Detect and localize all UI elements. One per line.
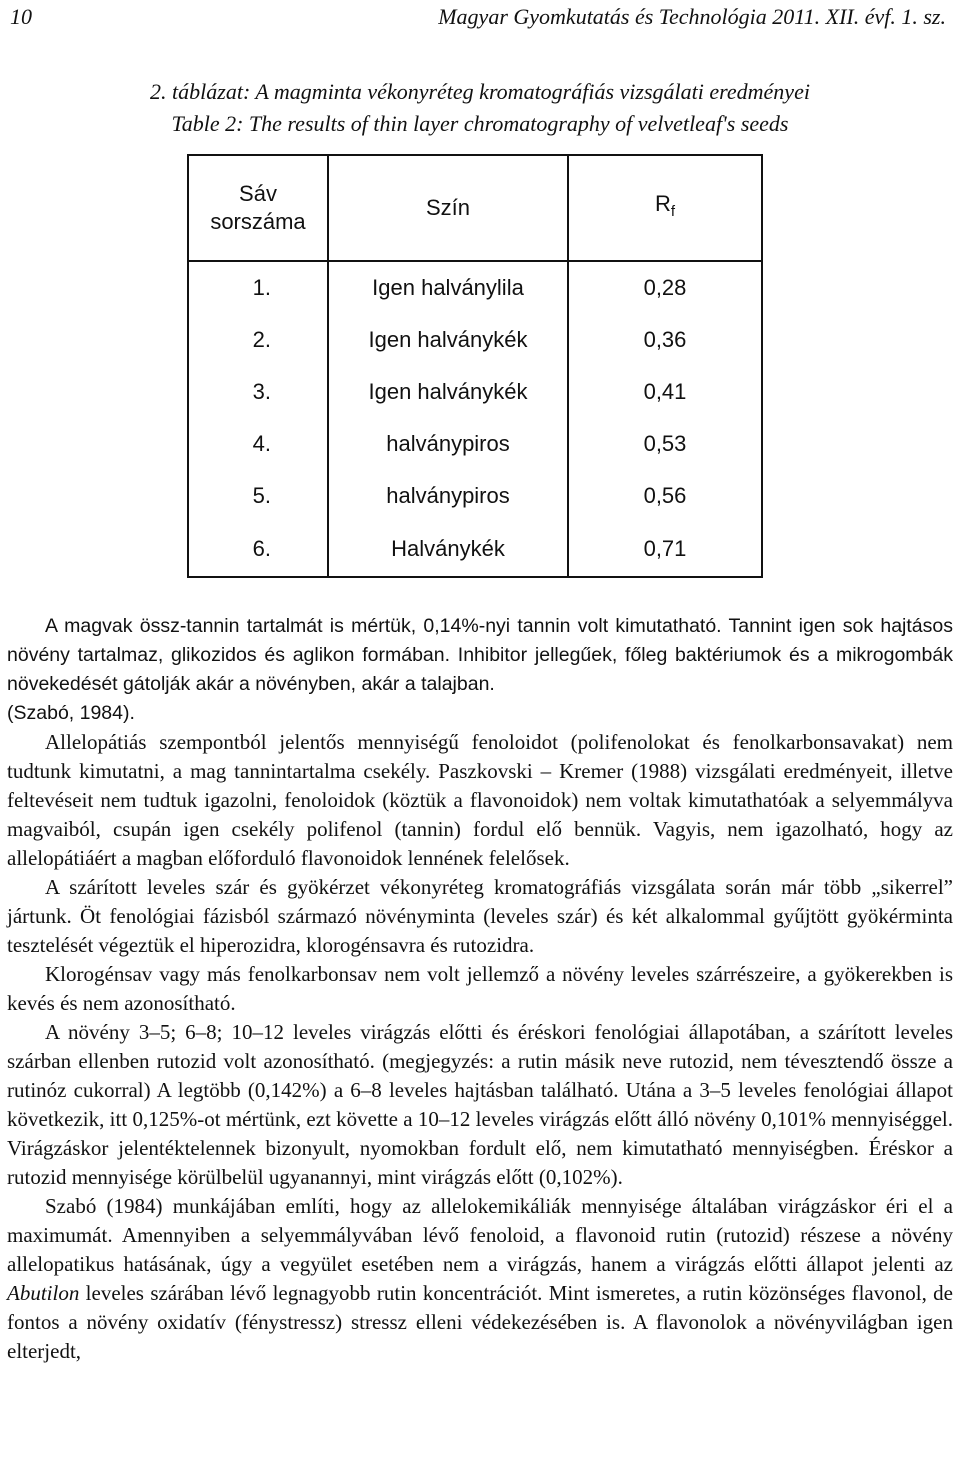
cell-color: halványpiros — [328, 470, 568, 522]
table-row — [188, 366, 762, 418]
paragraph-chlorogenic-acid: Klorogénsav vagy más fenolkarbonsav nem volt jellemző a növény leveles szárrészeire, a gyökerekben is kevés és nem azonosítható. — [7, 962, 953, 1015]
header-band-line1: Sáv — [239, 181, 277, 206]
tlc-results-table — [187, 154, 763, 578]
cell-band-number: 6. — [188, 522, 328, 577]
cell-band-number: 4. — [188, 418, 328, 470]
header-rf — [568, 155, 762, 261]
paragraph-rutoside: A növény 3–5; 6–8; 10–12 leveles virágzás előtti és éréskori fenológiai állapotában, a szárított leveles szárban ellenben rutozid volt azonosítható. (megjegyzés: a rutin másik neve rutozid, nem tévesztendő össze a rutinóz cukorral) A legtöbb (0,142%) a 6–8 leveles hajtásban található. Utána a 3–5 leveles fenológiai állapot következik, itt 0,125%-ot mértünk, ezt követte a 10–12 leveles virágzás előtt álló növény 0,101% mennyiséggel. Virágzáskor jelentéktelennek bizonyult, nyomokban fordult elő, nem kimutatható mennyiségben. Éréskor a rutozid mennyisége körülbelül ugyanannyi, mint virágzás előtt (0,102%). — [7, 1020, 953, 1189]
header-color: Szín — [328, 155, 568, 261]
journal-title: Magyar Gyomkutatás és Technológia 2011. XII. évf. 1. sz. — [438, 4, 946, 29]
table-caption — [0, 76, 960, 140]
cell-color: halványpiros — [328, 418, 568, 470]
paragraph-tlc-shoots-roots: A szárított leveles szár és gyökérzet vékonyréteg kromatográfiás vizsgálata során már több „sikerrel” jártunk. Öt fenológiai fázisból származó növényminta (leveles szár) és két alkalommal gyűjtött gyökérminta tesztelését végeztük el hiperozidra, klorogénsavra és rutozidra. — [7, 875, 953, 957]
table-row — [188, 314, 762, 366]
table-row — [188, 261, 762, 314]
cell-band-number: 1. — [188, 261, 328, 314]
cell-rf: 0,28 — [568, 261, 762, 314]
paragraph-allelochemicals — [7, 1192, 953, 1366]
cell-band-number: 3. — [188, 366, 328, 418]
cell-band-number: 2. — [188, 314, 328, 366]
cell-rf: 0,41 — [568, 366, 762, 418]
table-row — [188, 470, 762, 522]
cell-rf: 0,36 — [568, 314, 762, 366]
paragraph-allelopathy: Allelopátiás szempontból jelentős mennyiségű fenoloidot (polifenolokat és fenolkarbonsavakat) nem tudtunk kimutatni, a mag tannintartalma csekély. Paszkovski – Kremer (1988) vizsgálati eredményeit, illetve feltevéseit nem tudtuk igazolni, fenoloidok (köztük a flavonoidok) nem voltak kimutathatóak a selyemmályva magvaiból, csupán igen csekély polifenol (tannin) fordul elő bennük. Vagyis, nem igazolható, hogy az allelopátiáért a magban előforduló flavonoidok lennének felelősek. — [7, 730, 953, 870]
article-body — [7, 612, 953, 1366]
header-rf-main: R — [654, 191, 671, 216]
cell-rf: 0,53 — [568, 418, 762, 470]
header-rf-sub: f — [670, 203, 676, 220]
cell-rf: 0,71 — [568, 522, 762, 577]
paragraph-tannin: A magvak össz-tannin tartalmát is mértük, 0,14%-nyi tannin volt kimutatható. Tannint igen sok hajtásos növény tartalmaz, glikozidos és aglikon formában. Inhibitor jellegűek, főleg baktériumok és a mikrogombák növekedését gátolják akár a növényben, akár a talajban. — [7, 615, 953, 695]
header-band-line2: sorszáma — [210, 209, 306, 234]
running-header — [10, 4, 946, 38]
table-row — [188, 522, 762, 577]
paragraph-citation: (Szabó, 1984). — [7, 702, 135, 724]
cell-rf: 0,56 — [568, 470, 762, 522]
paragraph-allelochemicals-text-2: leveles szárában lévő legnagyobb rutin koncentrációt. Mint ismeretes, a rutin közönséges flavonol, de fontos a növény oxidatív (fénystressz) stressz elleni védekezésében is. A flavonolok a növényvilágban igen elterjedt, — [7, 1281, 953, 1363]
table-header-row — [188, 155, 762, 261]
paragraph-allelochemicals-text-1: Szabó (1984) munkájában említi, hogy az allelokemikáliák mennyisége általában virágzáskor éri el a maximumát. Amennyiben a selyemmályvában lévő fenoloid, a flavonoid rutin (rutozid) részese a növény allelopatikus hatásának, úgy a vegyület esetében nem a virágzás, hanem a virágzás előtti állapot jelenti az — [7, 1194, 953, 1276]
header-band-number — [188, 155, 328, 261]
cell-band-number: 5. — [188, 470, 328, 522]
table-row — [188, 418, 762, 470]
cell-color: Igen halványlila — [328, 261, 568, 314]
cell-color: Halványkék — [328, 522, 568, 577]
cell-color: Igen halványkék — [328, 366, 568, 418]
caption-hungarian: 2. táblázat: A magminta vékonyréteg kromatográfiás vizsgálati eredményei — [150, 79, 810, 104]
paragraph-allelochemicals-genus: Abutilon — [7, 1281, 80, 1305]
page-number: 10 — [10, 4, 32, 29]
cell-color: Igen halványkék — [328, 314, 568, 366]
caption-english: Table 2: The results of thin layer chromatography of velvetleaf's seeds — [171, 111, 789, 136]
